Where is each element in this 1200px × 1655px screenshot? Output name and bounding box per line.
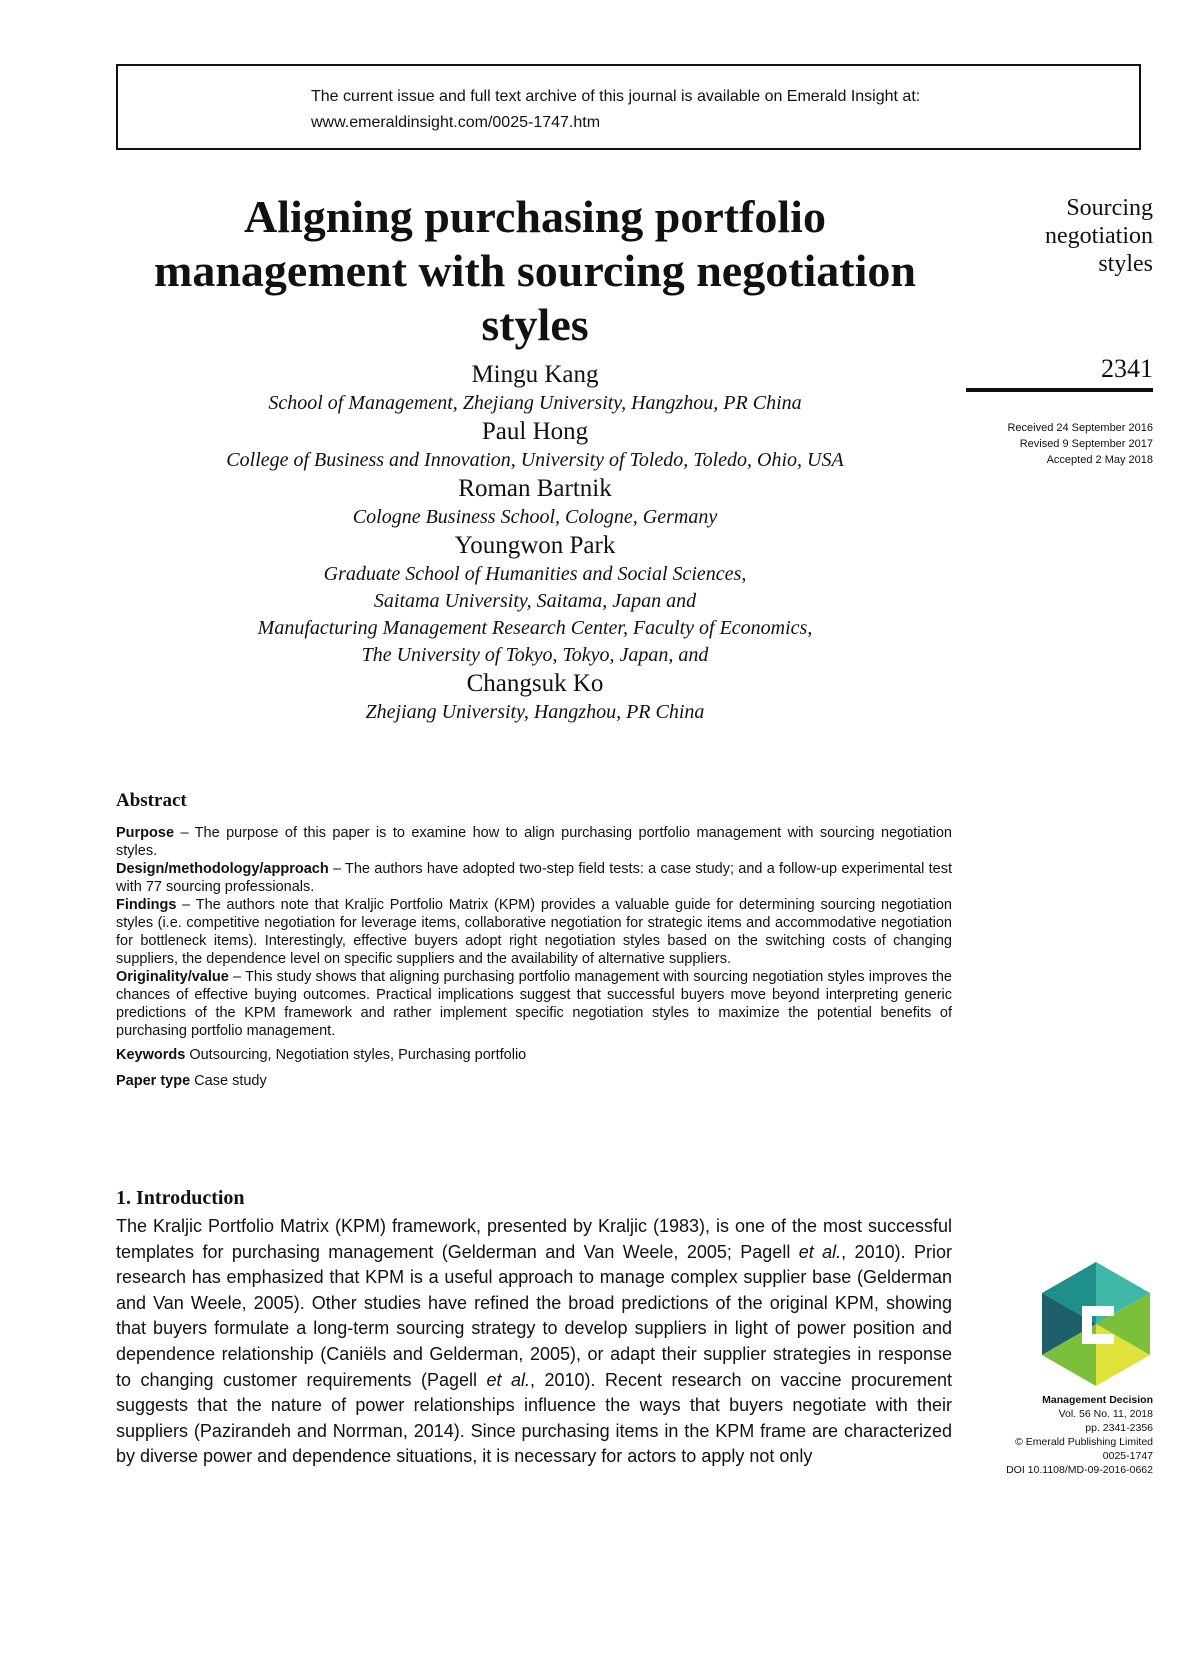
received-date: Received 24 September 2016 <box>1007 422 1153 434</box>
paper-type-text: Case study <box>190 1073 267 1089</box>
author-affiliation: The University of Tokyo, Tokyo, Japan, and <box>361 644 709 666</box>
journal-pages: pp. 2341-2356 <box>1085 1422 1153 1434</box>
introduction-paragraph <box>116 1214 952 1470</box>
journal-volume: Vol. 56 No. 11, 2018 <box>1058 1408 1153 1420</box>
abstract-design <box>116 860 952 896</box>
author-affiliation: Saitama University, Saitama, Japan and <box>373 590 697 612</box>
author-affiliation: Graduate School of Humanities and Social Sciences, <box>323 563 747 585</box>
design-label: Design/methodology/approach <box>116 861 329 877</box>
author-affiliation: College of Business and Innovation, University of Toledo, Toledo, Ohio, USA <box>226 449 844 471</box>
intro-text: , 2010). Recent research on vaccine procurement suggests that the nature of power relationships influence the ways that buyers negotiate with their suppliers (Pazirandeh and Norrman, 2014). Since purchasing items in the KPM frame are characterized by diverse power and dependence situations, it is necessary for actors to apply not only <box>116 1369 952 1467</box>
findings-label: Findings <box>116 897 177 913</box>
keywords-text: Outsourcing, Negotiation styles, Purchasing portfolio <box>185 1047 527 1063</box>
intro-etal: et al. <box>798 1241 842 1262</box>
journal-logo-icon <box>1042 1262 1150 1386</box>
notice-url[interactable]: www.emeraldinsight.com/0025-1747.htm <box>311 114 601 131</box>
intro-etal: et al. <box>486 1369 530 1390</box>
running-title-line: styles <box>1098 251 1153 277</box>
author-affiliation: Zhejiang University, Hangzhou, PR China <box>365 701 705 723</box>
running-title-line: negotiation <box>1045 223 1153 249</box>
keywords-label: Keywords <box>116 1047 186 1063</box>
abstract-keywords <box>116 1046 952 1064</box>
side-divider <box>966 388 1153 392</box>
journal-issn: 0025-1747 <box>1102 1450 1153 1462</box>
abstract-findings <box>116 896 952 968</box>
intro-text: , 2010). Prior research has emphasized that KPM is a useful approach to manage complex supplier base (Gelderman and Van Weele, 2005). Other studies have refined the broad predictions of the original KPM, showing that buyers formulate a long-term sourcing strategy to develop suppliers in light of power position and dependence relationship (Caniëls and Gelderman, 2005), or adapt their supplier strategies in response to changing customer requirements (Pagell <box>116 1241 953 1390</box>
running-title <box>1045 194 1153 278</box>
author-name: Roman Bartnik <box>458 475 612 502</box>
design-text: – The authors have adopted two-step field tests: a case study; and a follow-up experimental test with 77 sourcing professionals. <box>116 861 952 895</box>
notice-text: The current issue and full text archive of this journal is available on Emerald Insight at: <box>311 88 921 105</box>
author-name: Youngwon Park <box>454 532 616 559</box>
author-affiliation: School of Management, Zhejiang University, Hangzhou, PR China <box>268 392 802 414</box>
journal-doi[interactable]: DOI 10.1108/MD-09-2016-0662 <box>1006 1464 1153 1476</box>
journal-citation <box>1006 1393 1153 1477</box>
introduction-heading: 1. Introduction <box>116 1187 245 1209</box>
submission-dates <box>1007 420 1153 468</box>
journal-publisher: © Emerald Publishing Limited <box>1015 1436 1153 1448</box>
author-list <box>130 360 940 726</box>
running-title-line: Sourcing <box>1066 195 1153 221</box>
author-name: Mingu Kang <box>471 361 599 388</box>
introduction-section <box>116 1187 952 1470</box>
abstract-heading: Abstract <box>116 790 187 811</box>
page-number: 2341 <box>1101 354 1153 383</box>
originality-label: Originality/value <box>116 969 229 985</box>
journal-name: Management Decision <box>1042 1394 1153 1406</box>
findings-text: – The authors note that Kraljic Portfolio Matrix (KPM) provides a valuable guide for determining sourcing negotiation styles (i.e. competitive negotiation for leverage items, collaborative negotiation for strategic items and accommodative negotiation for bottleneck items). Interestingly, effective buyers adopt right negotiation styles based on the switching costs of changing suppliers, the dependence level on specific suppliers and the availability of alternative suppliers. <box>116 897 952 967</box>
paper-type-label: Paper type <box>116 1073 191 1089</box>
abstract-purpose <box>116 824 952 860</box>
intro-text: The Kraljic Portfolio Matrix (KPM) framework, presented by Kraljic (1983), is one of the most successful templates for purchasing management (Gelderman and Van Weele, 2005; Pagell <box>116 1216 952 1262</box>
author-name: Changsuk Ko <box>466 670 604 697</box>
journal-access-notice <box>116 64 1141 150</box>
purpose-text: – The purpose of this paper is to examine how to align purchasing portfolio management with sourcing negotiation styles. <box>116 825 952 859</box>
abstract-paper-type <box>116 1072 952 1090</box>
abstract-section <box>116 792 952 1090</box>
paper-title: Aligning purchasing portfolio management with sourcing negotiation styles <box>154 191 916 350</box>
originality-text: – This study shows that aligning purchasing portfolio management with sourcing negotiation styles improves the chances of effective buying outcomes. Practical implications suggest that successful buyers move beyond interpreting generic predictions of the KPM framework and rather implement specific negotiation styles to maximize the potential benefits of purchasing portfolio management. <box>116 969 952 1039</box>
author-affiliation: Cologne Business School, Cologne, Germany <box>352 506 718 528</box>
accepted-date: Accepted 2 May 2018 <box>1046 454 1153 466</box>
author-affiliation: Manufacturing Management Research Center, Faculty of Economics, <box>257 617 813 639</box>
abstract-originality <box>116 968 952 1040</box>
revised-date: Revised 9 September 2017 <box>1019 438 1153 450</box>
author-name: Paul Hong <box>481 418 589 445</box>
purpose-label: Purpose <box>116 825 175 841</box>
